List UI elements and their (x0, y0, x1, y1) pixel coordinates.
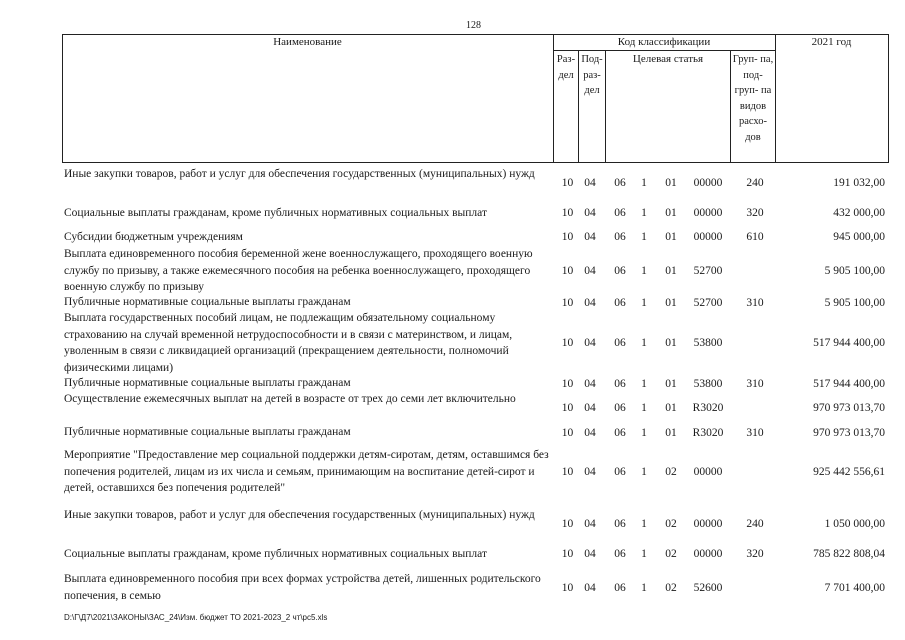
page-number: 128 (466, 20, 481, 31)
row-target-program: 06 (614, 548, 626, 560)
row-section: 10 (561, 401, 574, 414)
row-subsection: 04 (584, 207, 596, 219)
row-name: Субсидии бюджетным учреждениям (64, 231, 243, 243)
row-target-event: 02 (665, 548, 677, 560)
header-name: Наименование (273, 36, 342, 48)
table-row (0, 204, 905, 222)
row-target-direction: 53800 (693, 377, 723, 390)
row-subsection: 04 (584, 401, 596, 414)
row-section: 10 (561, 265, 574, 277)
row-amount: 970 973 013,70 (813, 401, 885, 414)
file-path-footer: D:\Г\Д7\2021\ЗАКОНЫ\ЗАС_24\Изм. бюджет ТО 2021-2023_2 чт\рс5.xls (64, 613, 328, 622)
row-target-event: 02 (665, 581, 677, 594)
row-target-direction: 53800 (693, 337, 723, 349)
row-section: 10 (561, 207, 574, 219)
row-target-direction: R3020 (692, 426, 724, 439)
table-row (0, 294, 905, 311)
row-target-event: 01 (665, 265, 677, 277)
row-section: 10 (561, 548, 574, 560)
row-section: 10 (561, 426, 574, 439)
table-row (0, 246, 905, 296)
table-row (0, 375, 905, 392)
row-target-event: 02 (665, 517, 677, 530)
row-subsection: 04 (584, 466, 596, 478)
row-amount: 517 944 400,00 (813, 337, 885, 349)
row-target-subprogram: 1 (641, 207, 647, 219)
row-target-subprogram: 1 (641, 296, 647, 309)
row-amount: 432 000,00 (833, 207, 885, 219)
row-target-direction: 00000 (693, 517, 723, 530)
row-target-direction: 00000 (693, 176, 723, 189)
row-name: Выплата единовременного пособия беременной жене военнослужащего, проходящего военную службу по призыву, а также ежемесячного пособия на ребенка военнослужащего, проходящего военную службу по призыву (64, 248, 533, 293)
row-target-subprogram: 1 (641, 231, 647, 243)
row-subsection: 04 (584, 176, 596, 189)
row-target-program: 06 (614, 337, 626, 349)
row-subsection: 04 (584, 337, 596, 349)
row-target-subprogram: 1 (641, 426, 647, 439)
row-target-event: 01 (665, 337, 677, 349)
table-row (0, 571, 905, 604)
row-target-subprogram: 1 (641, 548, 647, 560)
row-target-program: 06 (614, 176, 626, 189)
row-subsection: 04 (584, 265, 596, 277)
row-target-subprogram: 1 (641, 581, 647, 594)
row-target-event: 02 (665, 466, 677, 478)
row-amount: 970 973 013,70 (813, 426, 885, 439)
row-expense-group: 240 (746, 517, 764, 530)
row-expense-group: 610 (746, 231, 764, 243)
row-name: Публичные нормативные социальные выплаты гражданам (64, 426, 351, 438)
row-target-subprogram: 1 (641, 517, 647, 530)
row-name: Публичные нормативные социальные выплаты гражданам (64, 377, 351, 389)
row-name: Иные закупки товаров, работ и услуг для обеспечения государственных (муниципальных) нужд (64, 509, 535, 521)
row-target-direction: 00000 (693, 466, 723, 478)
header-section: Раз- дел (556, 54, 576, 81)
row-target-program: 06 (614, 517, 626, 530)
row-amount: 1 050 000,00 (824, 517, 885, 530)
row-target-event: 01 (665, 377, 677, 390)
row-target-direction: 00000 (693, 207, 723, 219)
row-target-program: 06 (614, 426, 626, 439)
row-target-direction: 52600 (693, 581, 723, 594)
row-target-program: 06 (614, 207, 626, 219)
row-target-direction: R3020 (692, 401, 724, 414)
row-subsection: 04 (584, 296, 596, 309)
row-section: 10 (561, 296, 574, 309)
row-target-program: 06 (614, 377, 626, 390)
row-amount: 945 000,00 (833, 231, 885, 243)
row-target-subprogram: 1 (641, 466, 647, 478)
row-amount: 517 944 400,00 (813, 377, 885, 390)
header-bottom-border (62, 162, 889, 163)
row-target-event: 01 (665, 426, 677, 439)
row-amount: 5 905 100,00 (824, 265, 885, 277)
row-target-subprogram: 1 (641, 401, 647, 414)
row-section: 10 (561, 581, 574, 594)
row-target-event: 01 (665, 207, 677, 219)
row-name: Публичные нормативные социальные выплаты гражданам (64, 296, 351, 308)
table-row (0, 166, 905, 199)
row-section: 10 (561, 377, 574, 390)
row-section: 10 (561, 517, 574, 530)
row-amount: 7 701 400,00 (824, 581, 885, 594)
row-subsection: 04 (584, 548, 596, 560)
row-section: 10 (561, 337, 574, 349)
row-target-subprogram: 1 (641, 265, 647, 277)
row-section: 10 (561, 466, 574, 478)
table-row (0, 310, 905, 376)
row-target-subprogram: 1 (641, 377, 647, 390)
row-target-program: 06 (614, 466, 626, 478)
row-target-subprogram: 1 (641, 176, 647, 189)
row-name: Мероприятие "Предоставление мер социальной поддержки детям-сиротам, детям, оставшимся без попечения родителей, лицам из их числа и семьям, принимающим на воспитание детей-сирот и детей, оставшихся без попечения родителей" (64, 449, 549, 494)
code-year-divider (775, 34, 776, 162)
row-name: Выплата единовременного пособия при всех формах устройства детей, лишенных родительского попечения, в семью (64, 573, 541, 602)
row-target-program: 06 (614, 231, 626, 243)
row-subsection: 04 (584, 517, 596, 530)
row-target-program: 06 (614, 581, 626, 594)
row-amount: 191 032,00 (833, 176, 885, 189)
row-target-direction: 00000 (693, 231, 723, 243)
row-expense-group: 320 (746, 207, 764, 219)
header-code-classification: Код классификации (617, 36, 711, 48)
table-row (0, 507, 905, 540)
row-amount: 925 442 556,61 (813, 466, 885, 478)
row-amount: 5 905 100,00 (824, 296, 885, 309)
row-section: 10 (561, 231, 574, 243)
row-expense-group: 320 (746, 548, 764, 560)
table-row (0, 545, 905, 563)
row-target-program: 06 (614, 265, 626, 277)
row-target-event: 01 (665, 401, 677, 414)
header-group: Груп- па, под- груп- па видов расхо- дов (732, 54, 774, 143)
row-target-event: 01 (665, 296, 677, 309)
row-target-event: 01 (665, 176, 677, 189)
row-subsection: 04 (584, 581, 596, 594)
row-name: Иные закупки товаров, работ и услуг для обеспечения государственных (муниципальных) нужд (64, 168, 535, 180)
row-subsection: 04 (584, 231, 596, 243)
row-expense-group: 240 (746, 176, 764, 189)
row-name: Социальные выплаты гражданам, кроме публичных нормативных социальных выплат (64, 548, 487, 560)
row-target-direction: 00000 (693, 548, 723, 560)
row-target-program: 06 (614, 296, 626, 309)
row-target-subprogram: 1 (641, 337, 647, 349)
row-target-direction: 52700 (693, 265, 723, 277)
row-expense-group: 310 (746, 426, 764, 439)
row-subsection: 04 (584, 426, 596, 439)
row-target-program: 06 (614, 401, 626, 414)
table-left-border (62, 34, 63, 162)
row-expense-group: 310 (746, 296, 764, 309)
row-name: Осуществление ежемесячных выплат на детей в возрасте от трех до семи лет включительно (64, 393, 516, 405)
row-expense-group: 310 (746, 377, 764, 390)
row-target-event: 01 (665, 231, 677, 243)
header-year: 2021 год (811, 36, 852, 48)
header-subsection: Под- раз- дел (581, 54, 603, 97)
row-target-direction: 52700 (693, 296, 723, 309)
header-target: Целевая статья (632, 53, 704, 65)
row-name: Социальные выплаты гражданам, кроме публичных нормативных социальных выплат (64, 207, 487, 219)
table-right-border (888, 34, 889, 162)
table-row (0, 447, 905, 497)
table-row (0, 391, 905, 424)
row-name: Выплата государственных пособий лицам, не подлежащим обязательному социальному страхованию на случай временной нетрудоспособности и в связи с материнством, и лицам, уволенным в связи с ликвидацией организаций (прекращением деятельности, полномочий физическими лицами) (64, 312, 513, 374)
table-row (0, 229, 905, 245)
table-row (0, 424, 905, 441)
row-section: 10 (561, 176, 574, 189)
row-subsection: 04 (584, 377, 596, 390)
row-amount: 785 822 808,04 (813, 548, 885, 560)
